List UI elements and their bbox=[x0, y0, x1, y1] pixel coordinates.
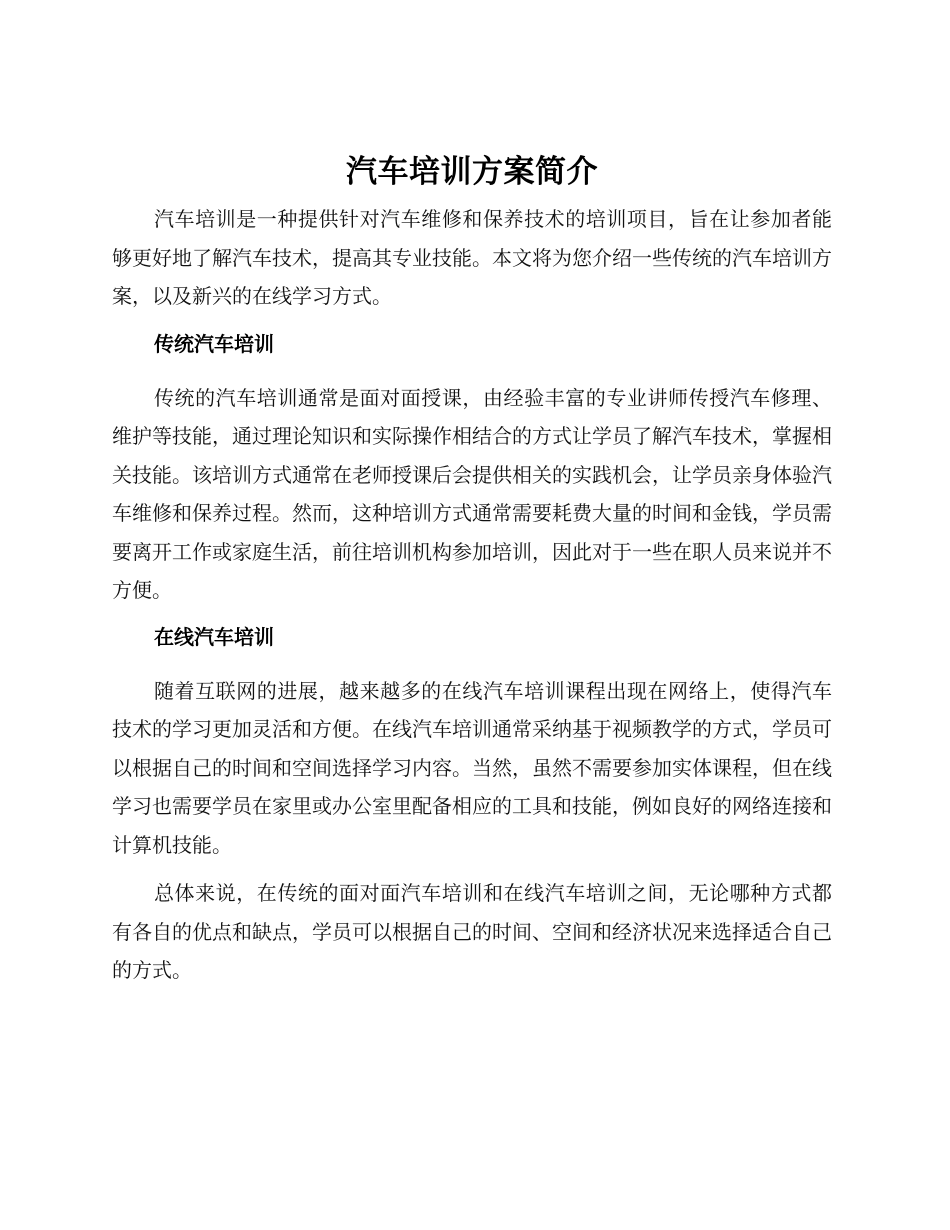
document-body bbox=[112, 148, 832, 998]
intro-paragraph: 汽车培训是一种提供针对汽车维修和保养技术的培训项目，旨在让参加者能够更好地了解汽车技术，提高其专业技能。本文将为您介绍一些传统的汽车培训方案，以及新兴的在线学习方式。 bbox=[112, 207, 832, 308]
document-title: 汽车培训方案简介 bbox=[346, 154, 598, 190]
conclusion-paragraph: 总体来说，在传统的面对面汽车培训和在线汽车培训之间，无论哪种方式都有各自的优点和缺点，学员可以根据自己的时间、空间和经济状况来选择适合自己的方式。 bbox=[112, 881, 832, 982]
section-body-traditional: 传统的汽车培训通常是面对面授课，由经验丰富的专业讲师传授汽车修理、维护等技能，通过理论知识和实际操作相结合的方式让学员了解汽车技术，掌握相关技能。该培训方式通常在老师授课后会提供相关的实践机会，让学员亲身体验汽车维修和保养过程。然而，这种培训方式通常需要耗费大量的时间和金钱，学员需要离开工作或家庭生活，前往培训机构参加培训，因此对于一些在职人员来说并不方便。 bbox=[112, 385, 832, 602]
section-heading-online: 在线汽车培训 bbox=[154, 624, 274, 649]
section-heading-traditional: 传统汽车培训 bbox=[154, 331, 274, 356]
section-body-online: 随着互联网的进展，越来越多的在线汽车培训课程出现在网络上，使得汽车技术的学习更加灵活和方便。在线汽车培训通常采纳基于视频教学的方式，学员可以根据自己的时间和空间选择学习内容。当然，虽然不需要参加实体课程，但在线学习也需要学员在家里或办公室里配备相应的工具和技能，例如良好的网络连接和计算机技能。 bbox=[112, 678, 832, 857]
